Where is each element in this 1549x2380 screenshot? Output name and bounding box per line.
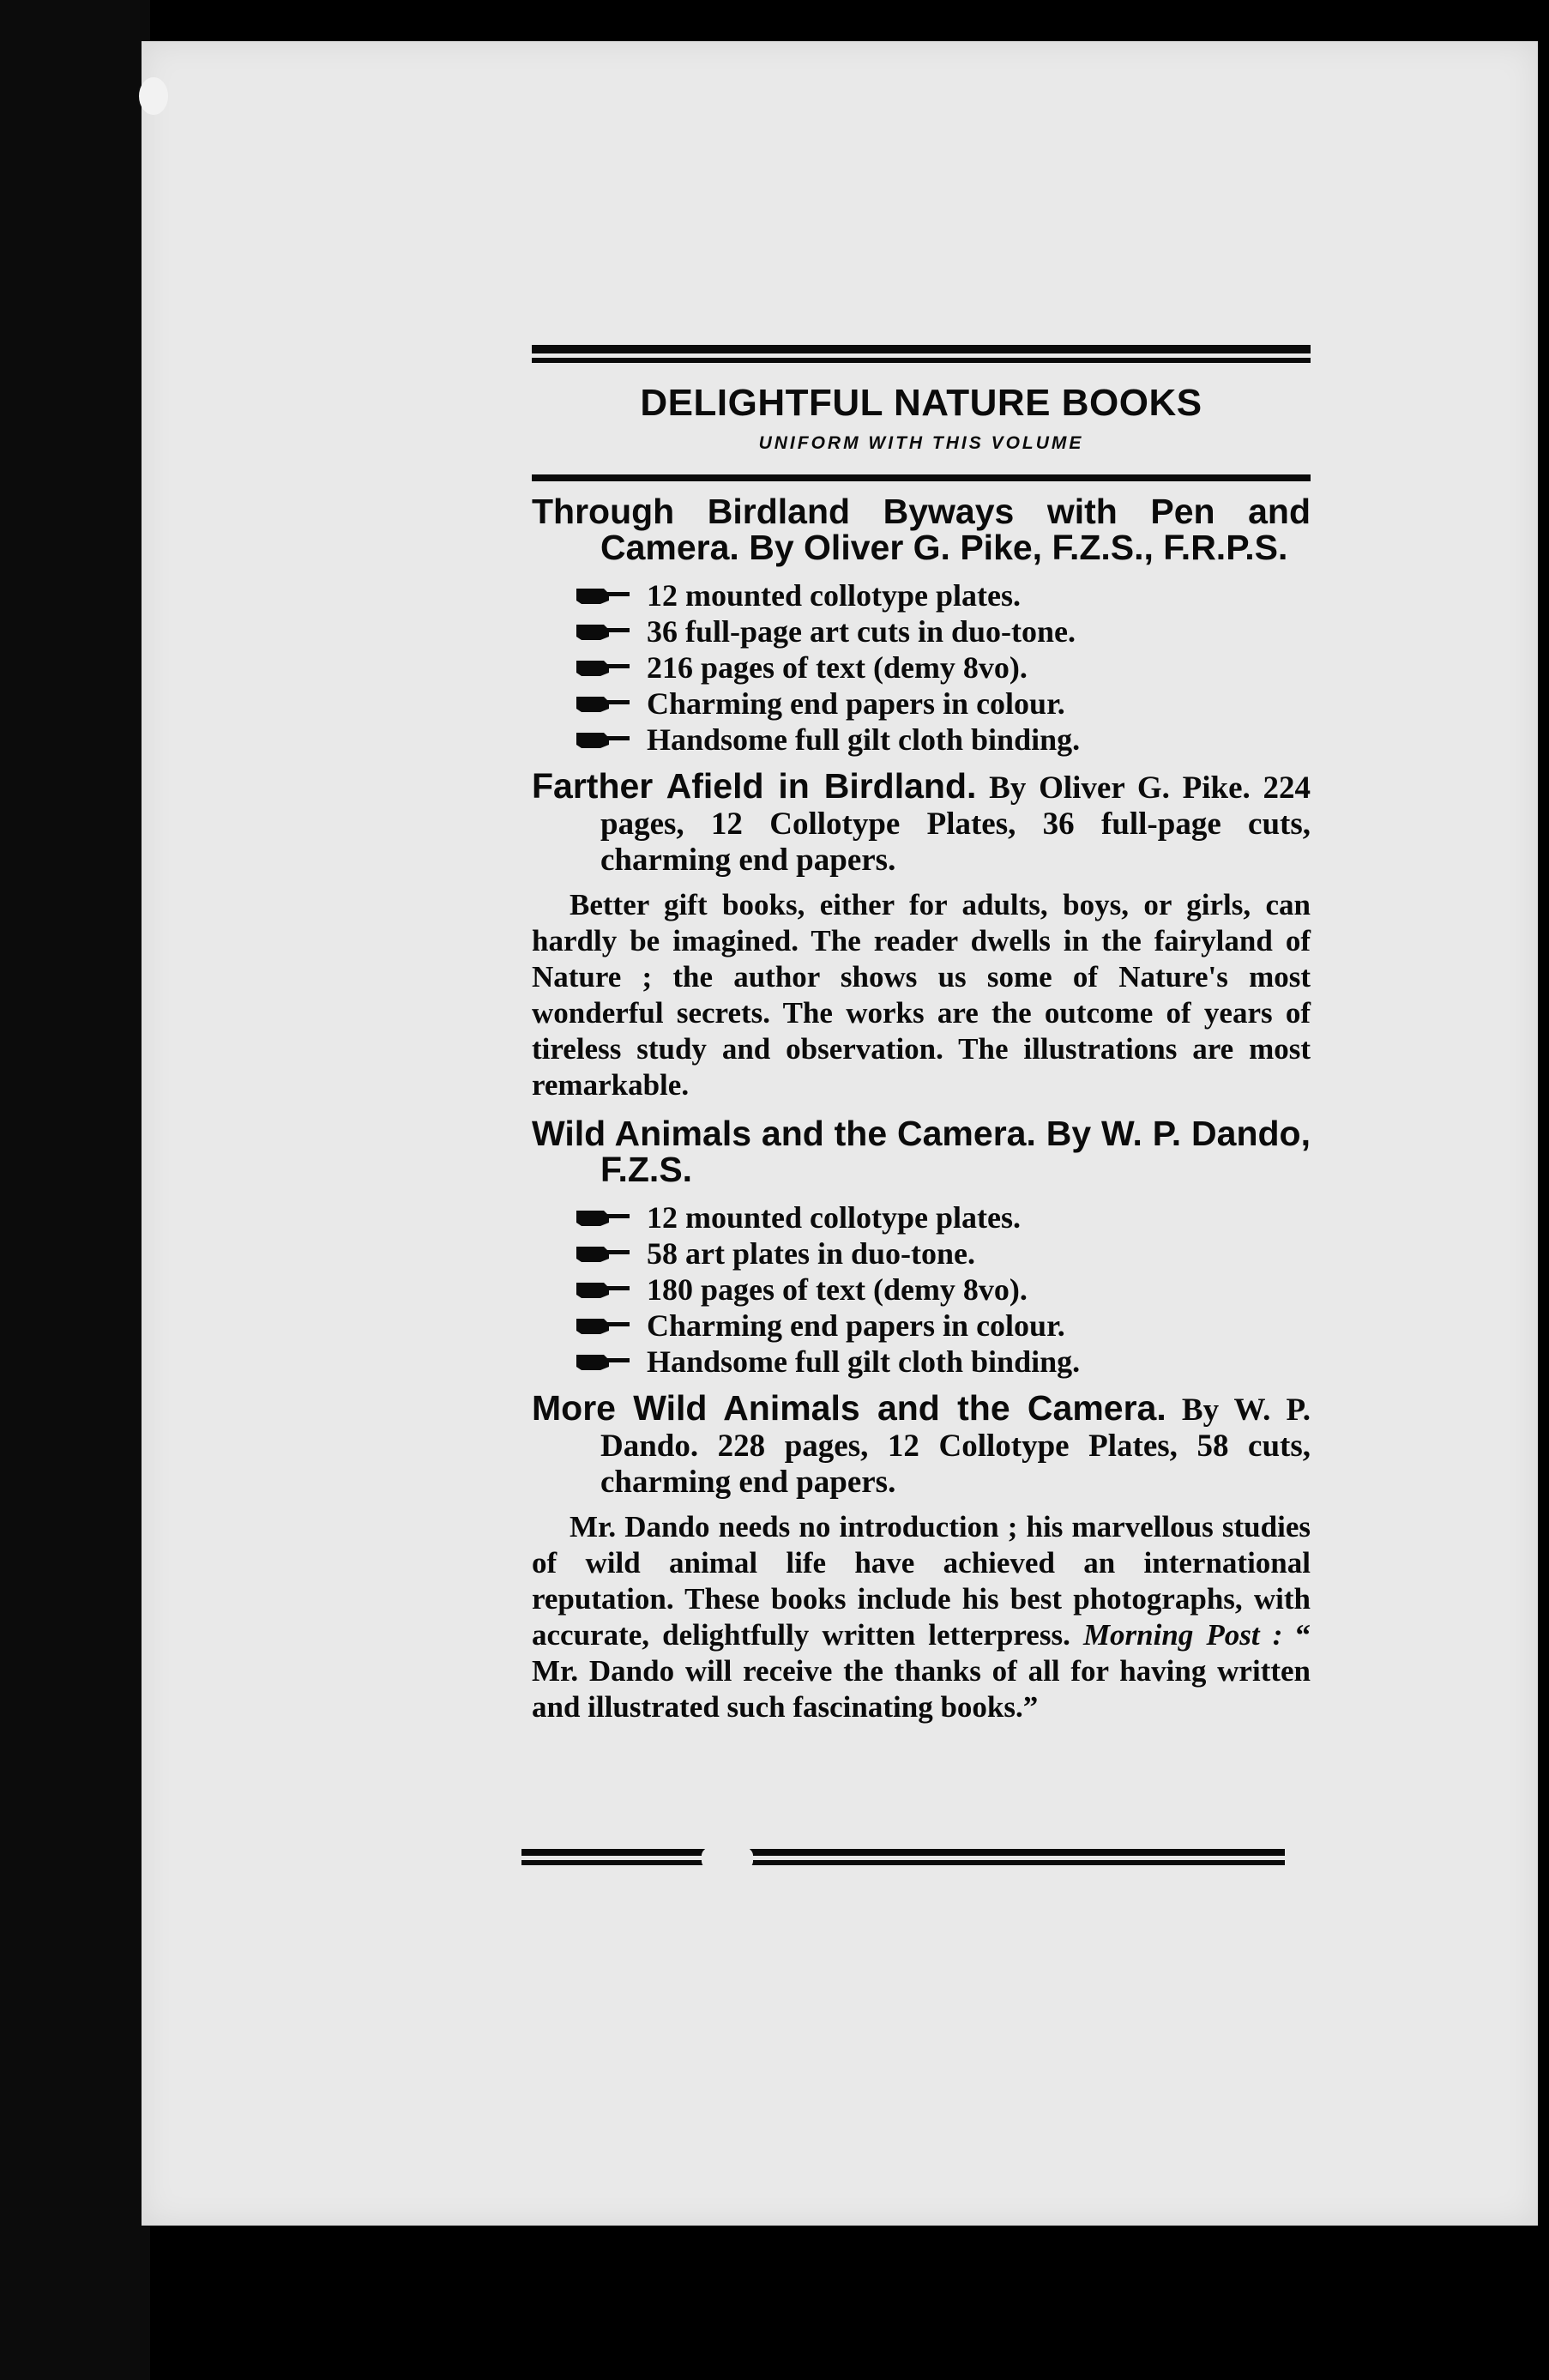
book-description: Better gift books, either for adults, boys, or girls, can hardly be imagined. The reader dwells in the fairyland of Nature ; the author shows us some of Nature's most wonderful secrets. The works are the outcome of years of tireless study and observation. The illustrations are most remarkable.: [532, 888, 1311, 1102]
quote-text: “ Mr. Dando will receive the thanks of all for having written and illustrated such fascinating books.”: [532, 1618, 1311, 1724]
feature-text: 216 pages of text (demy 8vo).: [647, 650, 1028, 685]
feature-text: Handsome full gilt cloth binding.: [647, 1344, 1081, 1379]
pointing-hand-icon: [575, 1315, 631, 1336]
feature-text: 180 pages of text (demy 8vo).: [647, 1272, 1028, 1307]
description-text: Mr. Dando needs no introduction ; his marvellous studies of wild animal life have achieved an international reputation. These books include his best photographs, with accurate, delightfully written letterpress.: [532, 1510, 1311, 1652]
book-description: [532, 1509, 1311, 1725]
book-details: By Oliver G. Pike. 224 pages, 12 Collotype Plates, 36 full-page cuts, charming end papers.: [600, 770, 1311, 878]
feature-text: 12 mounted collotype plates.: [647, 578, 1021, 613]
book-title: Farther Afield in Birdland.: [532, 766, 977, 806]
book-details: By W. P. Dando. 228 pages, 12 Collotype Plates, 58 cuts, charming end papers.: [600, 1392, 1311, 1500]
feature-text: 36 full-page art cuts in duo-tone.: [647, 614, 1076, 649]
pointing-hand-icon: [575, 657, 631, 678]
scan-edge: [0, 0, 150, 2380]
feature-item: [575, 577, 1311, 613]
book-author: By Oliver G. Pike, F.Z.S., F.R.P.S.: [749, 528, 1288, 567]
page-heading: DELIGHTFUL NATURE BOOKS: [640, 382, 1202, 424]
pointing-hand-icon: [575, 1243, 631, 1264]
book-title: Wild Animals and the Camera.: [532, 1114, 1036, 1153]
feature-item: [575, 1235, 1311, 1272]
feature-list-1: [532, 577, 1311, 758]
book-entry-3: [532, 1115, 1311, 1187]
paper-tear: [702, 1844, 753, 1873]
book-entry-4: [532, 1390, 1311, 1501]
advertisement-block: [532, 345, 1311, 1725]
feature-item: [575, 649, 1311, 686]
book-entry-1: [532, 493, 1311, 565]
feature-text: 12 mounted collotype plates.: [647, 1200, 1021, 1235]
feature-item: [575, 1308, 1311, 1344]
top-rule: [532, 345, 1311, 363]
heading-rule: [532, 474, 1311, 481]
feature-item: [575, 1199, 1311, 1235]
pointing-hand-icon: [575, 1351, 631, 1372]
pointing-hand-icon: [575, 1279, 631, 1300]
pointing-hand-icon: [575, 729, 631, 750]
feature-text: 58 art plates in duo-tone.: [647, 1236, 976, 1271]
feature-item: [575, 686, 1311, 722]
pointing-hand-icon: [575, 585, 631, 606]
feature-list-3: [532, 1199, 1311, 1380]
book-title: More Wild Animals and the Camera.: [532, 1388, 1166, 1428]
book-author: By W. P. Dando, F.Z.S.: [600, 1114, 1311, 1189]
pointing-hand-icon: [575, 621, 631, 642]
pointing-hand-icon: [575, 1207, 631, 1228]
book-entry-2: [532, 768, 1311, 879]
feature-item: [575, 1344, 1311, 1380]
pointing-hand-icon: [575, 693, 631, 714]
feature-item: [575, 613, 1311, 649]
book-title: Through Birdland Byways with Pen and Camera.: [532, 492, 1311, 567]
feature-item: [575, 1272, 1311, 1308]
page-subheading: UNIFORM WITH THIS VOLUME: [758, 433, 1084, 453]
paper-blemish: [139, 77, 168, 115]
feature-text: Handsome full gilt cloth binding.: [647, 722, 1081, 757]
quote-source: Morning Post :: [1082, 1618, 1283, 1652]
feature-item: [575, 722, 1311, 758]
bottom-double-rule: [521, 1849, 1285, 1865]
feature-text: Charming end papers in colour.: [647, 686, 1065, 721]
bottom-rule: [521, 1849, 1285, 1865]
feature-text: Charming end papers in colour.: [647, 1308, 1065, 1343]
